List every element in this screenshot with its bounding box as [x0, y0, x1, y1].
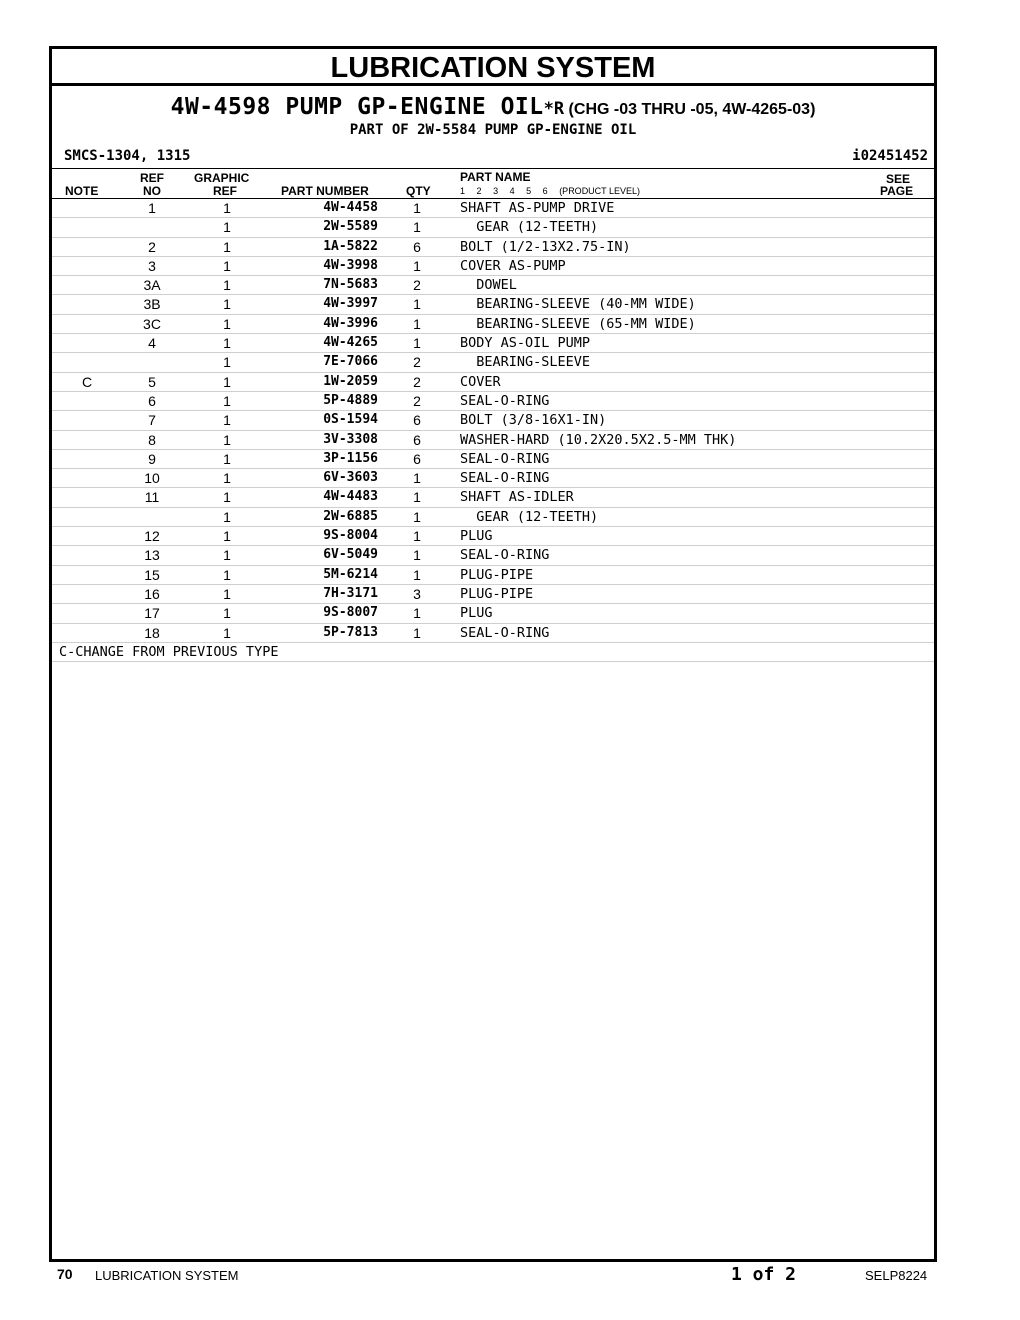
graphic-ref-cell: 1: [223, 257, 231, 274]
part-number-cell: 0S-1594: [323, 412, 378, 428]
table-row: [52, 604, 934, 623]
part-number-cell: 5M-6214: [323, 566, 378, 582]
product-levels: [460, 186, 649, 196]
table-row: [52, 392, 934, 411]
part-number-cell: 4W-4265: [323, 335, 378, 351]
ref-no-cell: 3: [148, 257, 156, 274]
qty-cell: 1: [413, 200, 421, 216]
part-name-cell: COVER AS-PUMP: [460, 257, 566, 274]
part-name-cell: COVER: [460, 373, 501, 390]
parts-page-frame: [49, 46, 937, 1262]
parts-list: [52, 199, 934, 643]
qty-cell: 1: [413, 624, 421, 641]
part-name-cell: WASHER-HARD (10.2X20.5X2.5-MM THK): [460, 431, 737, 448]
part-name-cell: BOLT (1/2-13X2.75-IN): [460, 238, 631, 255]
note-cell: C: [82, 373, 93, 390]
part-number-cell: 7E-7066: [323, 354, 378, 370]
part-name-cell: SEAL-O-RING: [460, 392, 550, 409]
section-title: LUBRICATION SYSTEM: [52, 49, 934, 86]
qty-cell: 1: [413, 335, 421, 352]
graphic-ref-cell: 1: [223, 508, 231, 525]
ref-no-cell: 2: [148, 238, 156, 255]
footer-section: LUBRICATION SYSTEM: [95, 1268, 239, 1283]
ref-no-cell: 8: [148, 431, 156, 448]
col-part-name: PART NAME: [460, 170, 531, 184]
ref-no-cell: 3B: [143, 296, 161, 313]
graphic-ref-cell: 1: [223, 335, 231, 352]
part-name-cell: BEARING-SLEEVE: [460, 354, 591, 371]
footnote: C-CHANGE FROM PREVIOUS TYPE: [52, 643, 934, 662]
part-number-cell: 4W-3997: [323, 296, 378, 312]
graphic-ref-cell: 1: [223, 277, 231, 294]
qty-cell: 1: [413, 547, 421, 564]
table-row: [52, 411, 934, 430]
product-level-6: 6: [542, 186, 548, 196]
graphic-ref-cell: 1: [223, 315, 231, 332]
page-of: 1 of 2: [731, 1264, 797, 1285]
graphic-ref-cell: 1: [223, 238, 231, 255]
smcs-row: [52, 146, 934, 169]
qty-cell: 3: [413, 585, 421, 602]
part-name-cell: PLUG-PIPE: [460, 566, 534, 583]
ref-no-cell: 17: [144, 605, 160, 622]
part-number-cell: 7N-5683: [323, 277, 378, 293]
col-ref-line2: NO: [143, 184, 161, 198]
table-row: [52, 488, 934, 507]
part-number-cell: 7H-3171: [323, 585, 378, 601]
graphic-ref-cell: 1: [223, 470, 231, 487]
part-number-cell: 6V-3603: [323, 470, 378, 486]
qty-cell: 1: [413, 470, 421, 487]
qty-cell: 2: [413, 373, 421, 390]
qty-cell: 1: [413, 257, 421, 274]
change-note: (CHG -03 THRU -05, 4W-4265-03): [564, 101, 816, 118]
qty-cell: 6: [413, 412, 421, 429]
graphic-ref-cell: 1: [223, 489, 231, 506]
ref-no-cell: 3A: [143, 277, 161, 294]
table-row: [52, 334, 934, 353]
col-ref-line1: REF: [140, 171, 164, 185]
page-footer: [0, 1264, 1020, 1288]
graphic-ref-cell: 1: [223, 585, 231, 602]
part-name-cell: PLUG: [460, 605, 493, 622]
table-row: [52, 508, 934, 527]
ref-no-cell: 10: [144, 470, 160, 487]
col-see-line2: PAGE: [880, 184, 914, 198]
ref-no-cell: 15: [144, 566, 160, 583]
publication-id: SELP8224: [865, 1268, 928, 1283]
page-number: 70: [57, 1266, 73, 1282]
table-row: [52, 469, 934, 488]
ref-no-cell: 5: [148, 373, 156, 390]
smcs-codes: SMCS-1304, 1315: [64, 148, 191, 164]
ref-no-cell: 13: [144, 547, 160, 564]
part-name-cell: GEAR (12-TEETH): [460, 219, 599, 236]
ref-no-cell: 12: [144, 528, 160, 545]
part-number-cell: 4W-3996: [323, 315, 378, 331]
graphic-ref-cell: 1: [223, 200, 231, 216]
part-name-cell: PLUG-PIPE: [460, 585, 534, 602]
part-number-cell: 3P-1156: [323, 450, 378, 466]
col-see-line1: SEE: [886, 172, 911, 186]
product-level-3: 3: [493, 186, 499, 196]
qty-cell: 1: [413, 219, 421, 236]
table-header: [52, 169, 934, 199]
part-name-cell: SEAL-O-RING: [460, 450, 550, 467]
qty-cell: 2: [413, 277, 421, 294]
part-name-cell: BOLT (3/8-16X1-IN): [460, 412, 607, 429]
qty-cell: 1: [413, 528, 421, 545]
part-of-line: PART OF 2W-5584 PUMP GP-ENGINE OIL: [349, 122, 637, 138]
ref-no-cell: 4: [148, 335, 156, 352]
table-row: [52, 546, 934, 565]
col-note: NOTE: [65, 184, 99, 198]
col-qty: QTY: [406, 184, 431, 198]
part-name-cell: BEARING-SLEEVE (40-MM WIDE): [460, 296, 696, 313]
graphic-ref-cell: 1: [223, 566, 231, 583]
ref-no-cell: 18: [144, 624, 160, 641]
assembly-marker: *R: [543, 99, 565, 119]
part-number-cell: 2W-6885: [323, 508, 378, 524]
table-row: [52, 218, 934, 237]
graphic-ref-cell: 1: [223, 431, 231, 448]
qty-cell: 1: [413, 605, 421, 622]
qty-cell: 6: [413, 431, 421, 448]
col-graphic-line1: GRAPHIC: [194, 171, 250, 185]
qty-cell: 2: [413, 354, 421, 371]
graphic-ref-cell: 1: [223, 605, 231, 622]
table-row: [52, 373, 934, 392]
graphic-ref-cell: 1: [223, 354, 231, 371]
table-row: [52, 353, 934, 372]
table-row: [52, 450, 934, 469]
graphic-ref-cell: 1: [223, 219, 231, 236]
part-name-cell: SEAL-O-RING: [460, 547, 550, 564]
product-level-4: 4: [509, 186, 515, 196]
qty-cell: 6: [413, 450, 421, 467]
qty-cell: 2: [413, 392, 421, 409]
part-name-cell: SHAFT AS-IDLER: [460, 489, 574, 506]
table-row: [52, 566, 934, 585]
ref-no-cell: 11: [144, 489, 160, 506]
qty-cell: 1: [413, 566, 421, 583]
qty-cell: 1: [413, 489, 421, 506]
graphic-ref-cell: 1: [223, 624, 231, 641]
part-number-cell: 4W-3998: [323, 257, 378, 273]
ref-no-cell: 16: [144, 585, 160, 602]
graphic-ref-cell: 1: [223, 373, 231, 390]
product-level-2: 2: [476, 186, 482, 196]
part-name-cell: DOWEL: [460, 277, 517, 294]
part-number-cell: 4W-4458: [323, 200, 378, 215]
product-level-5: 5: [526, 186, 532, 196]
table-row: [52, 431, 934, 450]
part-number-cell: 9S-8004: [323, 528, 378, 544]
part-name-cell: SEAL-O-RING: [460, 624, 550, 641]
part-number-cell: 5P-7813: [323, 624, 378, 640]
illustration-id: i02451452: [852, 148, 928, 164]
part-number-cell: 1W-2059: [323, 373, 378, 389]
col-part-number: PART NUMBER: [281, 184, 369, 198]
qty-cell: 1: [413, 315, 421, 332]
part-number-cell: 4W-4483: [323, 489, 378, 505]
product-level-label: (PRODUCT LEVEL): [559, 186, 641, 196]
ref-no-cell: 3C: [143, 315, 161, 332]
assembly-title: 4W-4598 PUMP GP-ENGINE OIL: [170, 94, 544, 120]
graphic-ref-cell: 1: [223, 528, 231, 545]
part-name-cell: PLUG: [460, 528, 493, 545]
part-name-cell: SEAL-O-RING: [460, 470, 550, 487]
graphic-ref-cell: 1: [223, 547, 231, 564]
part-number-cell: 2W-5589: [323, 219, 378, 235]
ref-no-cell: 7: [148, 412, 156, 429]
graphic-ref-cell: 1: [223, 392, 231, 409]
part-number-cell: 1A-5822: [323, 238, 378, 254]
part-name-cell: BODY AS-OIL PUMP: [460, 335, 591, 352]
table-row: [52, 295, 934, 314]
col-graphic-line2: REF: [213, 184, 237, 198]
table-row: [52, 276, 934, 295]
part-number-cell: 9S-8007: [323, 605, 378, 621]
table-row: [52, 527, 934, 546]
ref-no-cell: 6: [148, 392, 156, 409]
part-name-cell: GEAR (12-TEETH): [460, 508, 599, 525]
table-row: [52, 257, 934, 276]
table-row: [52, 585, 934, 604]
part-number-cell: 6V-5049: [323, 547, 378, 563]
qty-cell: 1: [413, 296, 421, 313]
ref-no-cell: 1: [148, 200, 156, 216]
graphic-ref-cell: 1: [223, 450, 231, 467]
qty-cell: 1: [413, 508, 421, 525]
ref-no-cell: 9: [148, 450, 156, 467]
graphic-ref-cell: 1: [223, 296, 231, 313]
table-row: [52, 315, 934, 334]
part-name-cell: BEARING-SLEEVE (65-MM WIDE): [460, 315, 696, 332]
qty-cell: 6: [413, 238, 421, 255]
part-number-cell: 5P-4889: [323, 392, 378, 408]
table-row: [52, 238, 934, 257]
table-row: [52, 199, 934, 218]
graphic-ref-cell: 1: [223, 412, 231, 429]
part-number-cell: 3V-3308: [323, 431, 378, 447]
table-row: [52, 624, 934, 643]
product-level-1: 1: [460, 186, 466, 196]
part-name-cell: SHAFT AS-PUMP DRIVE: [460, 200, 615, 216]
